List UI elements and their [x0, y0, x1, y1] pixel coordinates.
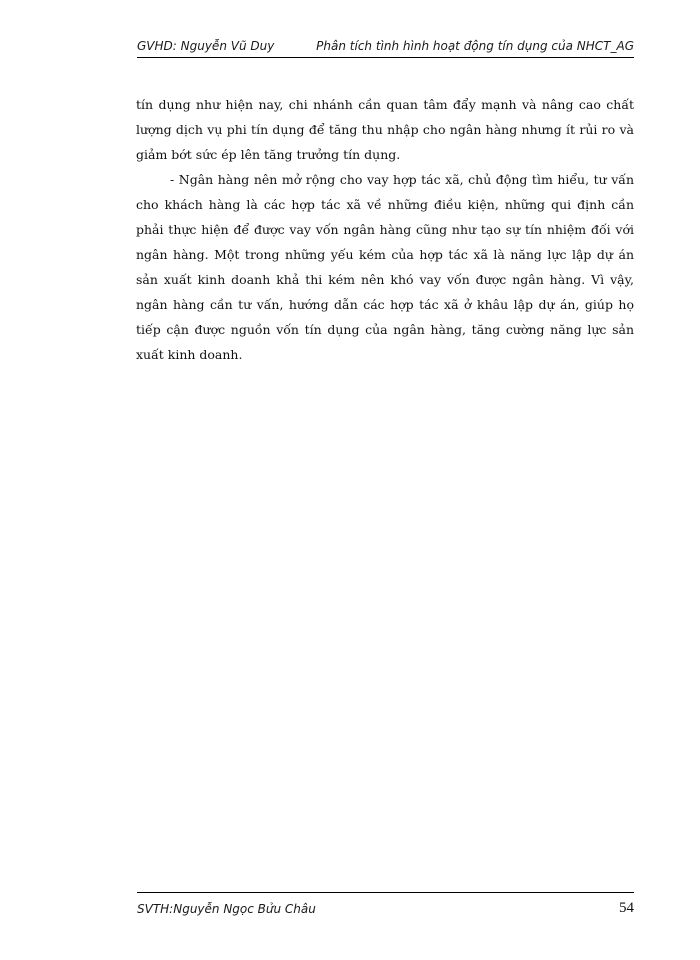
footer-author: SVTH:Nguyễn Ngọc Bửu Châu: [137, 902, 316, 916]
page-header: [137, 39, 634, 57]
header-title: Phân tích tình hình hoạt động tín dụng của NHCT_AG: [316, 39, 634, 53]
page-footer: [137, 900, 634, 920]
paragraph-continuation: tín dụng như hiện nay, chi nhánh cần quan tâm đẩy mạnh và nâng cao chất lượng dịch vụ phi tín dụng để tăng thu nhập cho ngân hàng nhưng ít rủi ro và giảm bớt sức ép lên tăng trưởng tín dụng.: [136, 97, 634, 162]
header-divider: [137, 57, 634, 58]
paragraph-cooperative-lending: - Ngân hàng nên mở rộng cho vay hợp tác xã, chủ động tìm hiểu, tư vấn cho khách hàng là các hợp tác xã về những điều kiện, những qui định cần phải thực hiện để được vay vốn ngân hàng cũng như tạo sự tín nhiệm đối với ngân hàng. Một trong những yếu kém của hợp tác xã là năng lực lập dự án sản xuất kinh doanh khả thi kém nên khó vay vốn được ngân hàng. Vì vậy, ngân hàng cần tư vấn, hướng dẫn các hợp tác xã ở khâu lập dự án, giúp họ tiếp cận được nguồn vốn tín dụng của ngân hàng, tăng cường năng lực sản xuất kinh doanh.: [136, 172, 634, 362]
footer-divider: [137, 892, 634, 893]
page-number: 54: [619, 900, 634, 916]
body-text: [136, 92, 634, 367]
header-advisor: GVHD: Nguyễn Vũ Duy: [137, 39, 275, 53]
